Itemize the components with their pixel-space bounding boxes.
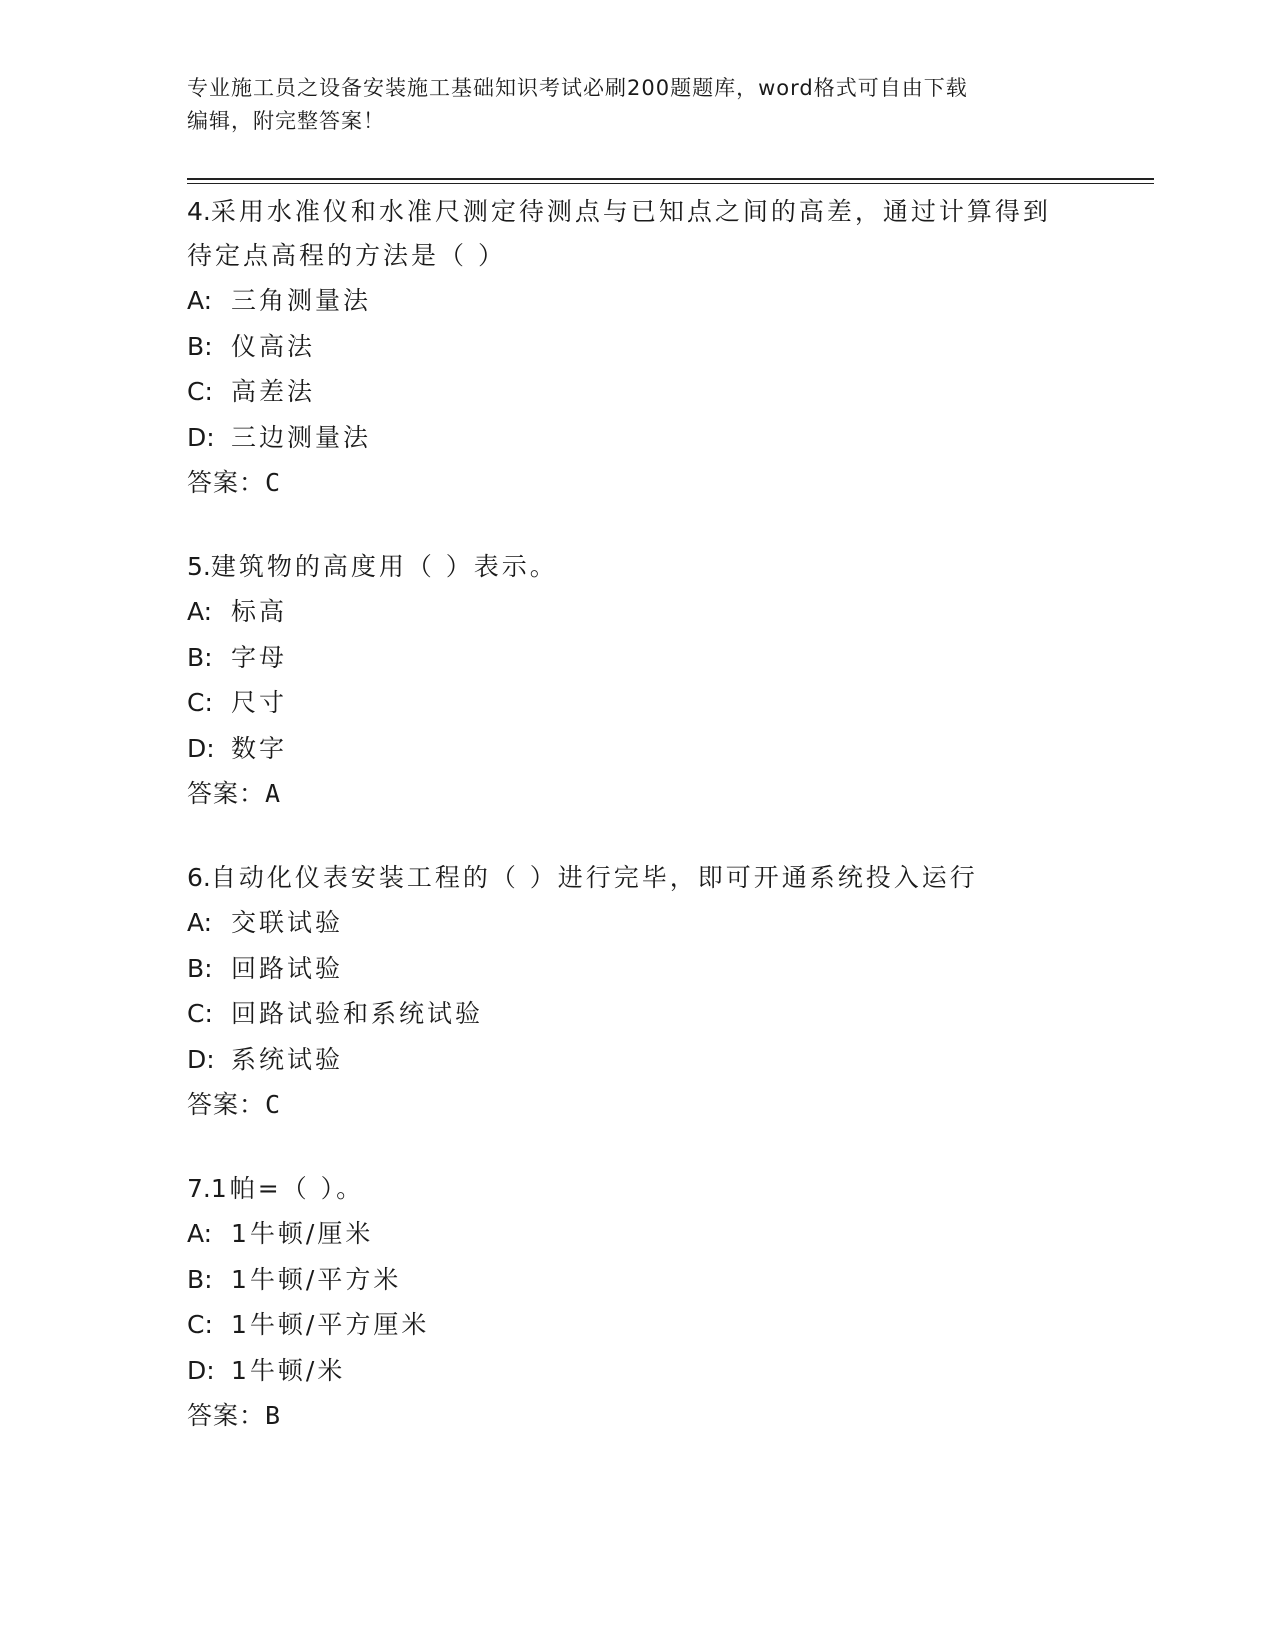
question-stem: 建筑物的高度用（ ）表示。 [210, 552, 558, 581]
option-b [187, 635, 1067, 681]
question-number: 7. [187, 1174, 211, 1203]
option-a [187, 278, 1067, 324]
option-key: B: [187, 1264, 213, 1294]
question-stem: 采用水准仪和水准尺测定待测点与已知点之间的高差，通过计算得到待定点高程的方法是（ ） [187, 197, 1051, 270]
question-stem: 自动化仪表安装工程的（ ）进行完毕，即可开通系统投入运行 [210, 863, 978, 892]
option-c [187, 680, 1067, 726]
option-text: 尺寸 [231, 688, 288, 717]
question-number: 5. [187, 552, 211, 581]
answer-label: 答案： [187, 779, 266, 808]
option-d [187, 1037, 1067, 1083]
answer-line [187, 1393, 1067, 1438]
option-text: 仪高法 [231, 331, 316, 361]
option-text: 回路试验 [231, 953, 344, 983]
option-text: 标高 [231, 597, 288, 626]
question-7 [187, 1167, 1067, 1438]
question-number: 4. [187, 197, 211, 226]
option-text: 交联试验 [231, 908, 344, 937]
answer-line [187, 460, 1067, 505]
option-text: 1牛顿/平方米 [231, 1264, 402, 1294]
option-text: 三边测量法 [231, 422, 372, 452]
option-c [187, 369, 1067, 415]
option-text: 字母 [231, 642, 288, 672]
option-key: B: [187, 331, 213, 361]
option-text: 1牛顿/米 [231, 1355, 346, 1385]
question-text [187, 190, 1067, 278]
option-text: 高差法 [231, 377, 316, 406]
option-key: C: [187, 688, 213, 717]
answer-label: 答案： [187, 1401, 266, 1430]
header-line-2: 编辑，附完整答案！ [187, 109, 385, 133]
option-key: B: [187, 642, 213, 672]
answer-line [187, 1082, 1067, 1127]
option-text: 1牛顿/厘米 [231, 1219, 374, 1248]
answer-label: 答案： [187, 1090, 266, 1119]
question-list [187, 190, 1067, 1478]
option-key: C: [187, 1310, 213, 1339]
question-text [187, 545, 1067, 589]
answer-value: A [265, 779, 281, 808]
option-key: C: [187, 377, 213, 406]
option-text: 三角测量法 [231, 286, 372, 315]
question-text [187, 1167, 1067, 1211]
question-stem: 1帕=（ ）。 [210, 1174, 365, 1203]
option-key: B: [187, 953, 213, 983]
answer-value: C [265, 468, 281, 497]
option-c [187, 1302, 1067, 1348]
option-text: 回路试验和系统试验 [231, 999, 484, 1028]
option-b [187, 1257, 1067, 1303]
option-key: C: [187, 999, 213, 1028]
option-key: A: [187, 1219, 213, 1248]
question-number: 6. [187, 863, 211, 892]
option-a [187, 1211, 1067, 1257]
answer-line [187, 771, 1067, 816]
option-b [187, 946, 1067, 992]
option-a [187, 589, 1067, 635]
option-a [187, 900, 1067, 946]
option-b [187, 324, 1067, 370]
option-key: D: [187, 1044, 215, 1074]
answer-label: 答案： [187, 468, 266, 497]
header-divider-thin [187, 183, 1154, 184]
option-d [187, 726, 1067, 772]
option-key: A: [187, 908, 213, 937]
option-c [187, 991, 1067, 1037]
option-d [187, 415, 1067, 461]
question-5 [187, 545, 1067, 816]
option-text: 系统试验 [231, 1044, 344, 1074]
question-text [187, 856, 1067, 900]
option-key: D: [187, 422, 215, 452]
answer-value: C [265, 1090, 281, 1119]
answer-value: B [265, 1401, 281, 1430]
option-key: D: [187, 733, 215, 763]
header-line-1: 专业施工员之设备安装施工基础知识考试必刷200题题库，word格式可自由下载 [187, 76, 968, 100]
option-d [187, 1348, 1067, 1394]
question-4 [187, 190, 1067, 505]
option-text: 1牛顿/平方厘米 [231, 1310, 430, 1339]
option-key: A: [187, 286, 213, 315]
document-header [187, 72, 1067, 138]
option-key: A: [187, 597, 213, 626]
question-6 [187, 856, 1067, 1127]
option-text: 数字 [231, 733, 288, 763]
header-divider-thick [187, 178, 1154, 180]
option-key: D: [187, 1355, 215, 1385]
